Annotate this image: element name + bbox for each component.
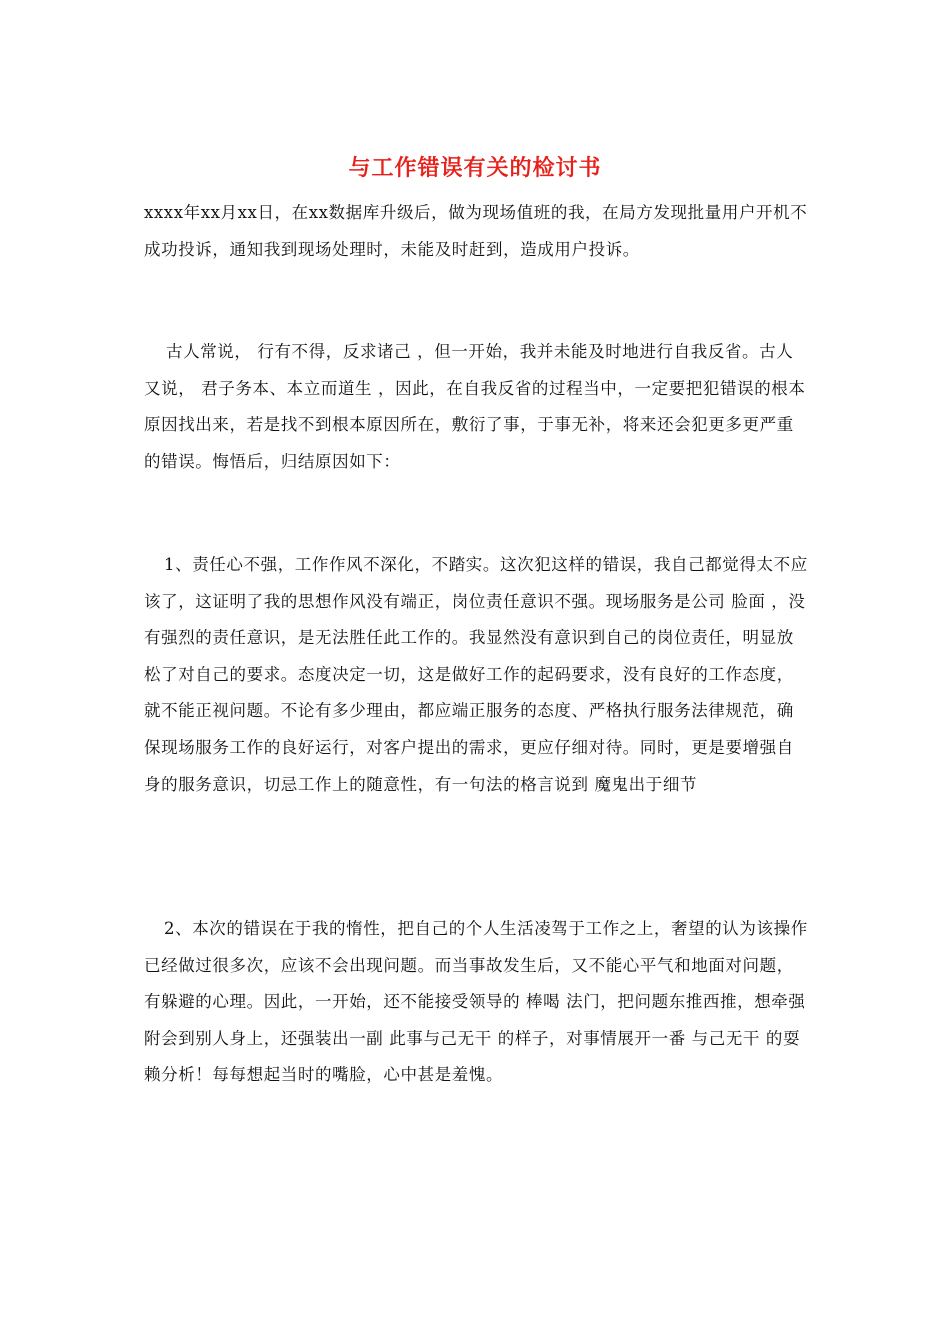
paragraph-incident: xxxx年xx月xx日，在xx数据库升级后，做为现场值班的我，在局方发现批量用户开机不成功投诉，通知我到现场处理时，未能及时赶到，造成用户投诉。 [144,203,808,259]
paragraph-reason-1: 1、责任心不强，工作作风不深化，不踏实。这次犯这样的错误，我自己都觉得太不应该了，这证明了我的思想作风没有端正，岗位责任意识不强。现场服务是公司 脸面 ，没有强烈的责任意识，是无法胜任此工作的。我显然没有意识到自己的岗位责任，明显放松了对自己的要求。态度决定一切，这是做好工作的起码要求，没有良好的工作态度，就不能正视问题。不论有多少理由，都应端正服务的态度、严格执行服务法律规范，确保现场服务工作的良好运行，对客户提出的需求，更应仔细对待。同时，更是要增强自身的服务意识，切忌工作上的随意性，有一句法的格言说到 魔鬼出于细节 [144,555,808,794]
paragraph-reason-2: 2、本次的错误在于我的惰性，把自己的个人生活凌驾于工作之上，奢望的认为该操作已经做过很多次，应该不会出现问题。而当事故发生后，又不能心平气和地面对问题，有躲避的心理。因此，一开始，还不能接受领导的 棒喝 法门，把问题东推西推，想牵强附会到别人身上，还强装出一副 此事与己无干 的样子，对事情展开一番 与己无干 的耍赖分析！每每想起当时的嘴脸，心中甚是羞愧。 [144,919,808,1085]
document-title: 与工作错误有关的检讨书 [348,156,602,181]
paragraph-reflection: 古人常说， 行有不得，反求诸己 ，但一开始，我并未能及时地进行自我反省。古人又说， 君子务本、本立而道生 ，因此，在自我反省的过程当中，一定要把犯错误的根本原因找出来，若是找不到根本原因所在，敷衍了事，于事无补，将来还会犯更多更严重的错误。悔悟后，归结原因如下： [144,342,806,471]
